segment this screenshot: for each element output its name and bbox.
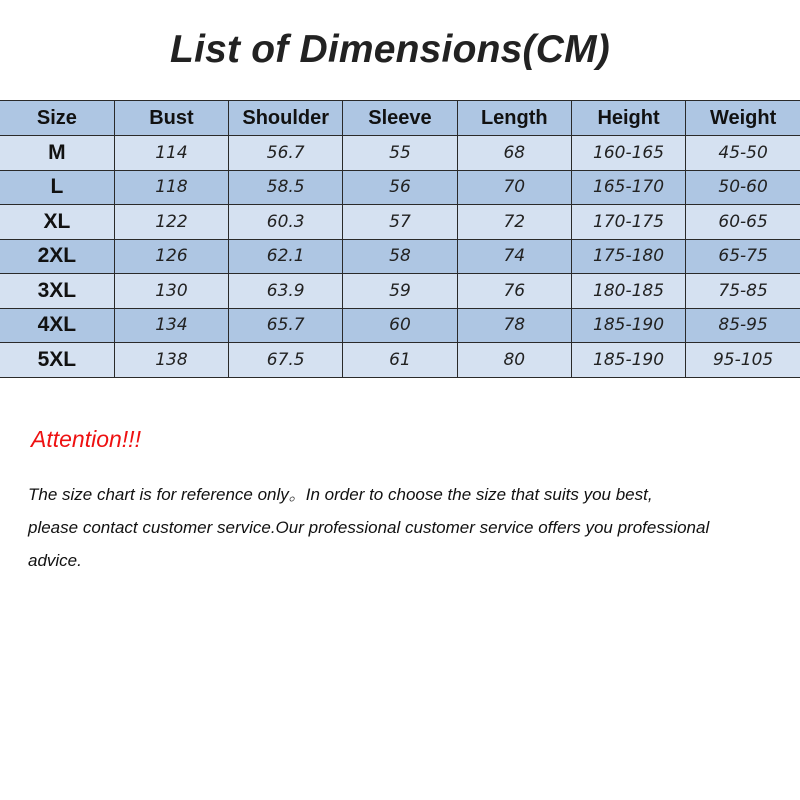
table-row bbox=[0, 343, 800, 378]
bust-cell: 122 bbox=[114, 205, 228, 240]
size-cell: 5XL bbox=[0, 343, 114, 378]
size-cell: M bbox=[0, 136, 114, 171]
height-cell: 170-175 bbox=[571, 205, 685, 240]
notice-line: please contact customer service.Our professional customer service offers you professional bbox=[28, 518, 710, 537]
table-row bbox=[0, 205, 800, 240]
notice-line: The size chart is for reference only。In order to choose the size that suits you best, bbox=[28, 485, 653, 504]
column-header-height: Height bbox=[571, 101, 685, 136]
column-header-size: Size bbox=[0, 101, 114, 136]
weight-cell: 60-65 bbox=[686, 205, 800, 240]
height-cell: 185-190 bbox=[571, 308, 685, 343]
shoulder-cell: 67.5 bbox=[229, 343, 343, 378]
notice-line: advice. bbox=[28, 551, 82, 570]
table-row bbox=[0, 274, 800, 309]
sleeve-cell: 61 bbox=[343, 343, 457, 378]
sleeve-cell: 57 bbox=[343, 205, 457, 240]
height-cell: 185-190 bbox=[571, 343, 685, 378]
column-header-shoulder: Shoulder bbox=[229, 101, 343, 136]
weight-cell: 50-60 bbox=[686, 170, 800, 205]
bust-cell: 114 bbox=[114, 136, 228, 171]
size-chart-table bbox=[0, 100, 800, 378]
weight-cell: 65-75 bbox=[686, 239, 800, 274]
shoulder-cell: 60.3 bbox=[229, 205, 343, 240]
bust-cell: 126 bbox=[114, 239, 228, 274]
notice-text bbox=[28, 478, 778, 577]
column-header-length: Length bbox=[457, 101, 571, 136]
sleeve-cell: 56 bbox=[343, 170, 457, 205]
length-cell: 68 bbox=[457, 136, 571, 171]
bust-cell: 118 bbox=[114, 170, 228, 205]
sleeve-cell: 59 bbox=[343, 274, 457, 309]
length-cell: 78 bbox=[457, 308, 571, 343]
bust-cell: 138 bbox=[114, 343, 228, 378]
weight-cell: 85-95 bbox=[686, 308, 800, 343]
bust-cell: 130 bbox=[114, 274, 228, 309]
height-cell: 160-165 bbox=[571, 136, 685, 171]
length-cell: 72 bbox=[457, 205, 571, 240]
shoulder-cell: 63.9 bbox=[229, 274, 343, 309]
page-title: List of Dimensions(CM) bbox=[170, 28, 610, 71]
length-cell: 80 bbox=[457, 343, 571, 378]
bust-cell: 134 bbox=[114, 308, 228, 343]
weight-cell: 75-85 bbox=[686, 274, 800, 309]
sleeve-cell: 60 bbox=[343, 308, 457, 343]
table-row bbox=[0, 136, 800, 171]
size-cell: 4XL bbox=[0, 308, 114, 343]
height-cell: 165-170 bbox=[571, 170, 685, 205]
length-cell: 70 bbox=[457, 170, 571, 205]
height-cell: 175-180 bbox=[571, 239, 685, 274]
shoulder-cell: 58.5 bbox=[229, 170, 343, 205]
size-cell: XL bbox=[0, 205, 114, 240]
attention-heading: Attention!!! bbox=[31, 426, 141, 452]
size-cell: L bbox=[0, 170, 114, 205]
sleeve-cell: 58 bbox=[343, 239, 457, 274]
height-cell: 180-185 bbox=[571, 274, 685, 309]
column-header-weight: Weight bbox=[686, 101, 800, 136]
table-header-row bbox=[0, 101, 800, 136]
shoulder-cell: 65.7 bbox=[229, 308, 343, 343]
length-cell: 76 bbox=[457, 274, 571, 309]
column-header-bust: Bust bbox=[114, 101, 228, 136]
weight-cell: 45-50 bbox=[686, 136, 800, 171]
column-header-sleeve: Sleeve bbox=[343, 101, 457, 136]
length-cell: 74 bbox=[457, 239, 571, 274]
weight-cell: 95-105 bbox=[686, 343, 800, 378]
sleeve-cell: 55 bbox=[343, 136, 457, 171]
size-cell: 3XL bbox=[0, 274, 114, 309]
shoulder-cell: 62.1 bbox=[229, 239, 343, 274]
size-cell: 2XL bbox=[0, 239, 114, 274]
table-row bbox=[0, 170, 800, 205]
table-row bbox=[0, 308, 800, 343]
table-row bbox=[0, 239, 800, 274]
shoulder-cell: 56.7 bbox=[229, 136, 343, 171]
